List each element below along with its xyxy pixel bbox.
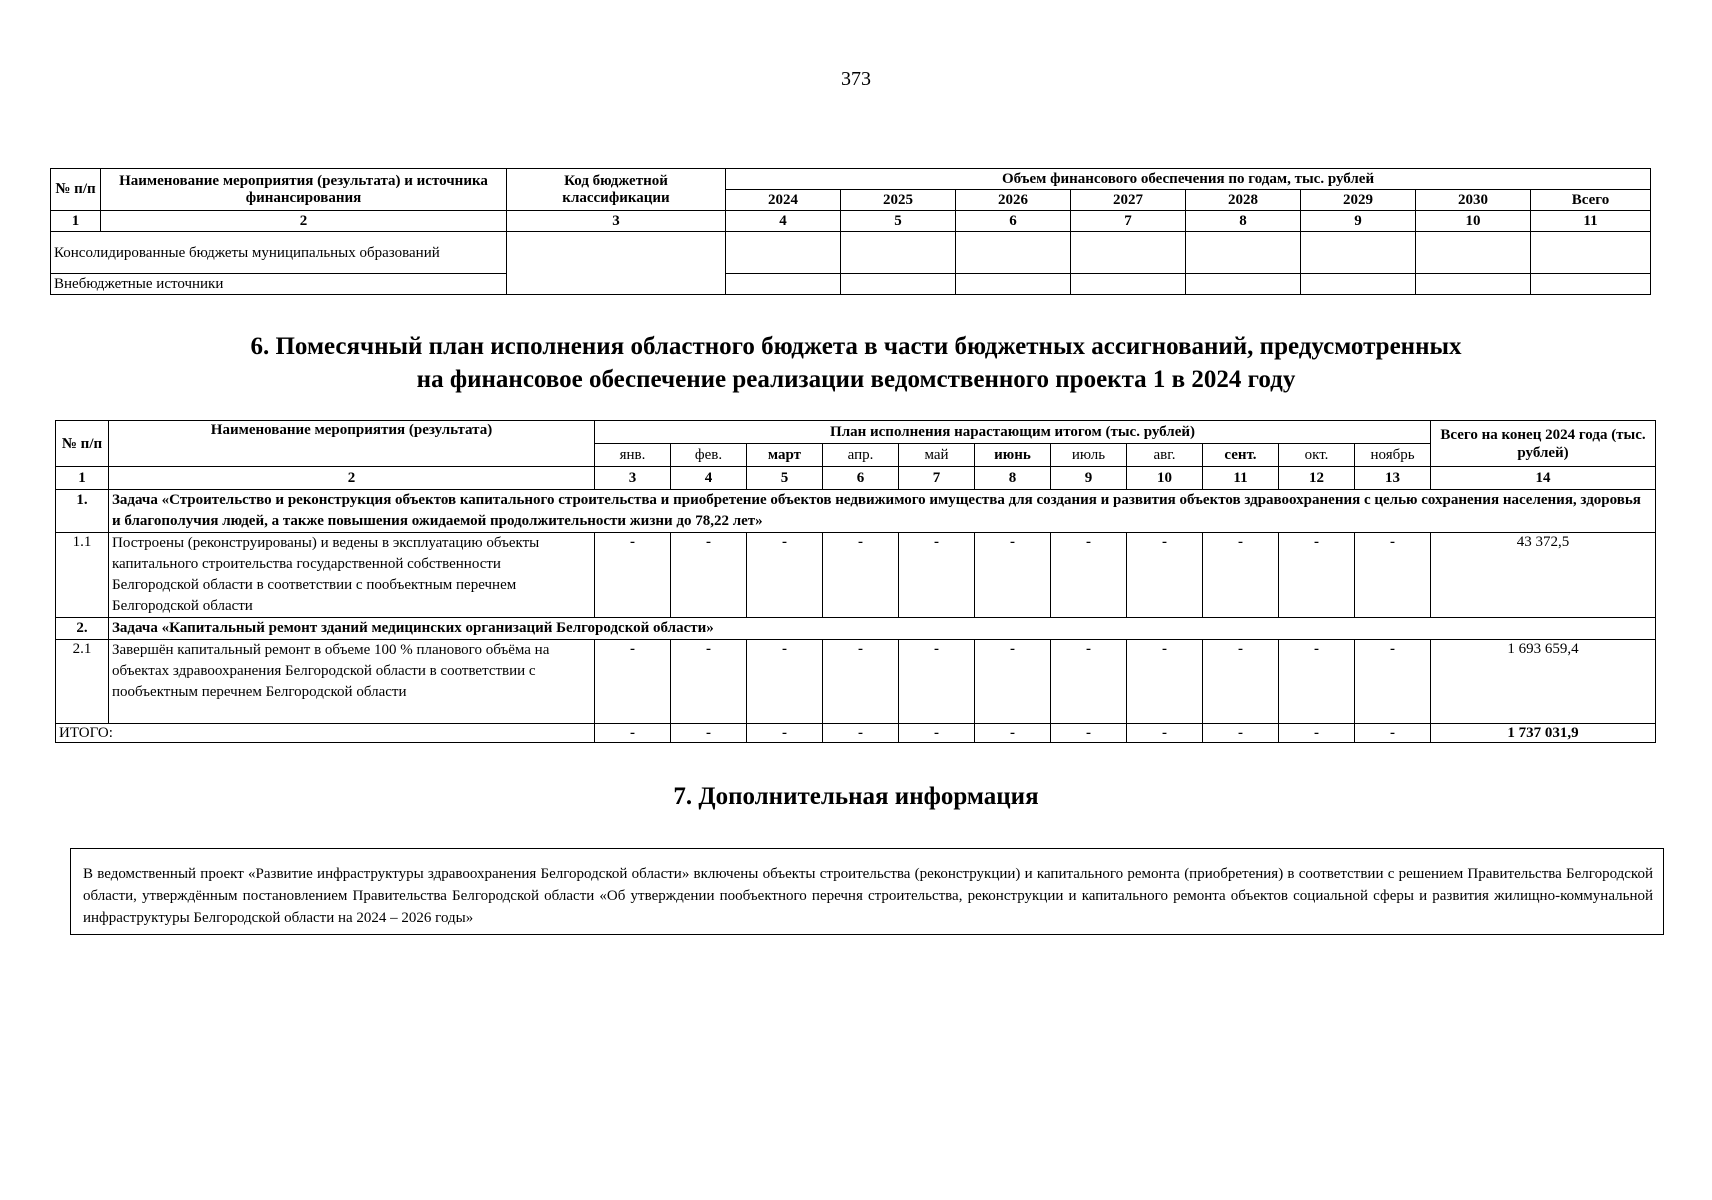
month-value: - xyxy=(1355,640,1431,724)
col-number: 9 xyxy=(1051,467,1127,490)
value-cell xyxy=(726,274,841,295)
month-value: - xyxy=(1279,533,1355,618)
col-header-year: 2029 xyxy=(1301,190,1416,211)
col-number: 8 xyxy=(975,467,1051,490)
month-value: - xyxy=(1051,533,1127,618)
col-number: 3 xyxy=(507,211,726,232)
month-value: - xyxy=(1051,724,1127,743)
col-header-month: сент. xyxy=(1203,444,1279,467)
month-value: - xyxy=(975,640,1051,724)
additional-info-text: В ведомственный проект «Развитие инфраструктуры здравоохранения Белгородской области» включены объекты строительства (реконструкции) и капитального ремонта (приобретения) в соответствии с решением Правительства Белгородской области, утверждённым постановлением Правительства Белгородской области «Об утверждении пообъектного перечня строительства, реконструкции и капитального ремонта объектов социальной сферы и развития жилищно-коммунальной инфраструктуры Белгородской области на 2024 – 2026 годы» xyxy=(70,848,1664,935)
col-number: 6 xyxy=(823,467,899,490)
month-value: - xyxy=(1203,533,1279,618)
col-header-month: окт. xyxy=(1279,444,1355,467)
col-number: 7 xyxy=(899,467,975,490)
col-header-num: № п/п xyxy=(56,421,109,467)
col-header-year: 2025 xyxy=(841,190,956,211)
task-text: Задача «Капитальный ремонт зданий медицинских организаций Белгородской области» xyxy=(109,618,1656,640)
col-number: 14 xyxy=(1431,467,1656,490)
section-6-title-line1: 6. Помесячный план исполнения областного бюджета в части бюджетных ассигнований, предусмотренных xyxy=(250,333,1462,360)
result-number: 1.1 xyxy=(56,533,109,618)
month-value: - xyxy=(671,640,747,724)
col-header-year-total: Всего на конец 2024 года (тыс. рублей) xyxy=(1431,421,1656,467)
value-cell xyxy=(1071,274,1186,295)
page-number: 373 xyxy=(841,68,871,90)
col-header-volume: Объем финансового обеспечения по годам, тыс. рублей xyxy=(726,169,1651,190)
col-header-month: март xyxy=(747,444,823,467)
value-cell xyxy=(1531,274,1651,295)
value-cell xyxy=(956,274,1071,295)
month-value: - xyxy=(1051,640,1127,724)
value-cell xyxy=(1416,232,1531,274)
result-text: Построены (реконструированы) и ведены в эксплуатацию объекты капитального строительства государственной собственности Белгородской области в соответствии с пообъектным перечнем Белгородской области xyxy=(109,533,595,618)
result-row xyxy=(56,533,1656,618)
result-number: 2.1 xyxy=(56,640,109,724)
month-value: - xyxy=(1355,724,1431,743)
col-number: 6 xyxy=(956,211,1071,232)
result-text: Завершён капитальный ремонт в объеме 100 % планового объёма на объектах здравоохранения Белгородской области в соответствии с пообъектным перечнем Белгородской области xyxy=(109,640,595,724)
result-total: 43 372,5 xyxy=(1431,533,1656,618)
col-number: 5 xyxy=(841,211,956,232)
budget-code-cell xyxy=(507,232,726,295)
value-cell xyxy=(956,232,1071,274)
col-header-month: ноябрь xyxy=(1355,444,1431,467)
col-header-month: янв. xyxy=(595,444,671,467)
task-text: Задача «Строительство и реконструкция объектов капитального строительства и приобретение объектов недвижимого имущества для создания и развития объектов здравоохранения с целью сохранения населения, здоровья и благополучия людей, а также повышения ожидаемой продолжительности жизни до 78,22 лет» xyxy=(109,490,1656,533)
col-number: 7 xyxy=(1071,211,1186,232)
col-header-num: № п/п xyxy=(51,169,101,211)
value-cell xyxy=(1301,274,1416,295)
col-header-plan: План исполнения нарастающим итогом (тыс. рублей) xyxy=(595,421,1431,444)
value-cell xyxy=(841,274,956,295)
month-value: - xyxy=(1203,724,1279,743)
col-header-month: май xyxy=(899,444,975,467)
col-number: 4 xyxy=(726,211,841,232)
month-value: - xyxy=(671,724,747,743)
value-cell xyxy=(1416,274,1531,295)
value-cell xyxy=(1071,232,1186,274)
col-number: 10 xyxy=(1127,467,1203,490)
result-total: 1 693 659,4 xyxy=(1431,640,1656,724)
month-value: - xyxy=(671,533,747,618)
month-value: - xyxy=(823,533,899,618)
month-value: - xyxy=(1279,640,1355,724)
result-row xyxy=(56,640,1656,724)
col-header-year: 2024 xyxy=(726,190,841,211)
month-value: - xyxy=(1127,724,1203,743)
col-header-name: Наименование мероприятия (результата) и источника финансирования xyxy=(101,169,507,211)
task-number: 1. xyxy=(56,490,109,533)
task-row xyxy=(56,490,1656,533)
col-number: 13 xyxy=(1355,467,1431,490)
value-cell xyxy=(1186,232,1301,274)
month-value: - xyxy=(975,533,1051,618)
source-extrabudgetary: Внебюджетные источники xyxy=(51,274,507,295)
col-header-total: Всего xyxy=(1531,190,1651,211)
col-header-year: 2030 xyxy=(1416,190,1531,211)
col-number: 4 xyxy=(671,467,747,490)
col-header-year: 2028 xyxy=(1186,190,1301,211)
section-7-title: 7. Дополнительная информация xyxy=(673,783,1039,810)
monthly-plan-table xyxy=(55,420,1656,743)
month-value: - xyxy=(1203,640,1279,724)
col-header-year: 2026 xyxy=(956,190,1071,211)
month-value: - xyxy=(595,724,671,743)
col-number: 2 xyxy=(109,467,595,490)
col-number: 8 xyxy=(1186,211,1301,232)
financing-table xyxy=(50,168,1651,295)
month-value: - xyxy=(1127,533,1203,618)
month-value: - xyxy=(747,640,823,724)
col-header-month: авг. xyxy=(1127,444,1203,467)
value-cell xyxy=(726,232,841,274)
col-number: 1 xyxy=(51,211,101,232)
col-header-month: июль xyxy=(1051,444,1127,467)
col-number: 5 xyxy=(747,467,823,490)
col-number: 12 xyxy=(1279,467,1355,490)
col-header-month: апр. xyxy=(823,444,899,467)
section-6-title xyxy=(0,330,1712,396)
col-header-year: 2027 xyxy=(1071,190,1186,211)
month-value: - xyxy=(595,640,671,724)
month-value: - xyxy=(899,640,975,724)
col-number: 11 xyxy=(1203,467,1279,490)
total-label: ИТОГО: xyxy=(56,724,595,743)
month-value: - xyxy=(899,724,975,743)
grand-total: 1 737 031,9 xyxy=(1431,724,1656,743)
value-cell xyxy=(1301,232,1416,274)
task-number: 2. xyxy=(56,618,109,640)
col-header-name: Наименование мероприятия (результата) xyxy=(109,421,595,467)
col-number: 1 xyxy=(56,467,109,490)
col-number: 3 xyxy=(595,467,671,490)
value-cell xyxy=(1186,274,1301,295)
col-header-month: июнь xyxy=(975,444,1051,467)
month-value: - xyxy=(823,724,899,743)
col-number: 11 xyxy=(1531,211,1651,232)
month-value: - xyxy=(1355,533,1431,618)
col-header-month: фев. xyxy=(671,444,747,467)
month-value: - xyxy=(747,533,823,618)
col-header-code: Код бюджетной классификации xyxy=(507,169,726,211)
col-number: 10 xyxy=(1416,211,1531,232)
month-value: - xyxy=(1127,640,1203,724)
col-number: 2 xyxy=(101,211,507,232)
month-value: - xyxy=(595,533,671,618)
col-number: 9 xyxy=(1301,211,1416,232)
month-value: - xyxy=(747,724,823,743)
value-cell xyxy=(1531,232,1651,274)
month-value: - xyxy=(823,640,899,724)
task-row xyxy=(56,618,1656,640)
total-row xyxy=(56,724,1656,743)
value-cell xyxy=(841,232,956,274)
source-municipal: Консолидированные бюджеты муниципальных образований xyxy=(51,232,507,274)
month-value: - xyxy=(975,724,1051,743)
month-value: - xyxy=(899,533,975,618)
section-6-title-line2: на финансовое обеспечение реализации ведомственного проекта 1 в 2024 году xyxy=(416,366,1296,393)
month-value: - xyxy=(1279,724,1355,743)
